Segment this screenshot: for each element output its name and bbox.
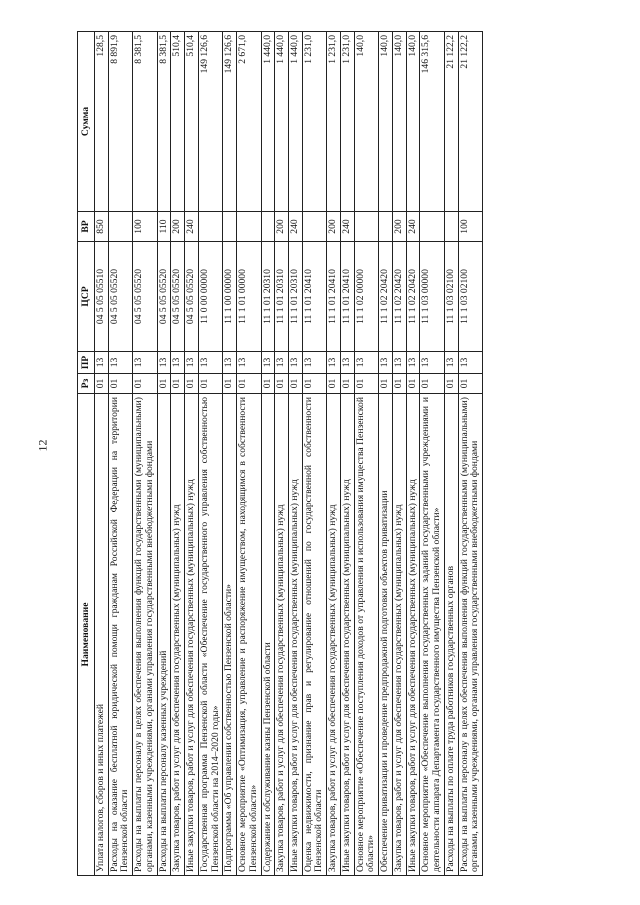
row-vr <box>302 212 326 242</box>
row-pr: 13 <box>444 352 458 374</box>
row-name: Иные закупки товаров, работ и услуг для обеспечения государственных (муниципальных) нужд <box>185 394 199 876</box>
row-vr: 240 <box>289 212 303 242</box>
row-pr: 13 <box>354 352 378 374</box>
table-row <box>289 32 303 876</box>
row-sum: 1 231,0 <box>327 32 341 212</box>
row-pr: 13 <box>185 352 199 374</box>
row-rz: 01 <box>420 374 444 394</box>
row-vr: 240 <box>340 212 354 242</box>
row-sum: 1 231,0 <box>302 32 326 212</box>
budget-table-container <box>77 32 587 876</box>
table-row <box>261 32 275 876</box>
row-pr: 13 <box>379 352 393 374</box>
row-csr: 04 5 05 05520 <box>171 242 185 352</box>
row-sum: 140,0 <box>354 32 378 212</box>
table-row <box>275 32 289 876</box>
row-rz: 01 <box>133 374 157 394</box>
row-name: Закупка товаров, работ и услуг для обеспечения государственных (муниципальных) нужд <box>171 394 185 876</box>
row-sum: 2 671,0 <box>237 32 261 212</box>
row-rz: 01 <box>354 374 378 394</box>
row-csr: 11 1 01 20410 <box>327 242 341 352</box>
row-name: Подпрограмма «Об управлении собственностью Пензенской области» <box>223 394 237 876</box>
row-csr: 11 1 01 20410 <box>340 242 354 352</box>
row-rz: 01 <box>392 374 406 394</box>
row-name: Основное мероприятие «Обеспечение поступления доходов от управления и использования имущества Пензенской области» <box>354 394 378 876</box>
row-sum: 8 381,5 <box>133 32 157 212</box>
table-header-row <box>78 32 95 876</box>
header-pr: ПР <box>78 352 95 374</box>
row-vr: 100 <box>458 212 482 242</box>
row-pr: 13 <box>108 352 132 374</box>
row-vr <box>444 212 458 242</box>
row-sum: 146 315,6 <box>420 32 444 212</box>
row-vr <box>198 212 222 242</box>
row-csr: 11 1 01 00000 <box>237 242 261 352</box>
table-row <box>133 32 157 876</box>
row-rz: 01 <box>198 374 222 394</box>
row-sum: 21 122,2 <box>458 32 482 212</box>
row-vr <box>108 212 132 242</box>
row-sum: 1 440,0 <box>275 32 289 212</box>
row-pr: 13 <box>458 352 482 374</box>
row-vr: 200 <box>171 212 185 242</box>
row-csr: 11 1 01 20310 <box>261 242 275 352</box>
table-row <box>171 32 185 876</box>
header-rz: Рз <box>78 374 95 394</box>
row-rz: 01 <box>289 374 303 394</box>
row-csr: 04 5 05 05520 <box>185 242 199 352</box>
table-row <box>392 32 406 876</box>
table-row <box>95 32 109 876</box>
table-row <box>185 32 199 876</box>
row-rz: 01 <box>379 374 393 394</box>
row-vr: 240 <box>185 212 199 242</box>
row-csr: 11 1 01 20310 <box>275 242 289 352</box>
row-csr: 11 1 02 20420 <box>392 242 406 352</box>
row-csr: 11 1 03 02100 <box>458 242 482 352</box>
table-row <box>444 32 458 876</box>
page-number: 12 <box>35 439 50 452</box>
row-name: Расходы на выплаты персоналу казенных учреждений <box>157 394 171 876</box>
row-name: Уплата налогов, сборов и иных платежей <box>95 394 109 876</box>
row-sum: 8 381,5 <box>157 32 171 212</box>
row-name: Содержание и обслуживание казны Пензенской области <box>261 394 275 876</box>
row-sum: 510,4 <box>185 32 199 212</box>
table-row <box>237 32 261 876</box>
row-vr: 200 <box>392 212 406 242</box>
row-name: Иные закупки товаров, работ и услуг для обеспечения государственных (муниципальных) нужд <box>340 394 354 876</box>
table-row <box>198 32 222 876</box>
row-rz: 01 <box>237 374 261 394</box>
table-row <box>157 32 171 876</box>
row-name: Государственная программа Пензенской области «Обеспечение государственного управления собственностью Пензенской области на 2014–2020 годы» <box>198 394 222 876</box>
row-csr: 04 5 05 05520 <box>157 242 171 352</box>
row-csr: 11 1 01 20310 <box>289 242 303 352</box>
row-pr: 13 <box>198 352 222 374</box>
row-pr: 13 <box>302 352 326 374</box>
row-pr: 13 <box>157 352 171 374</box>
header-csr: ЦСР <box>78 242 95 352</box>
row-csr: 11 1 02 00000 <box>354 242 378 352</box>
row-csr: 11 1 00 00000 <box>223 242 237 352</box>
table-row <box>340 32 354 876</box>
row-sum: 21 122,2 <box>444 32 458 212</box>
row-pr: 13 <box>275 352 289 374</box>
row-name: Основное мероприятие «Оптимизация, управление и распоряжение имуществом, находящимся в собственности Пензенской области» <box>237 394 261 876</box>
table-row <box>420 32 444 876</box>
row-csr: 11 1 01 20410 <box>302 242 326 352</box>
row-csr: 11 1 03 02100 <box>444 242 458 352</box>
row-name: Закупка товаров, работ и услуг для обеспечения государственных (муниципальных) нужд <box>327 394 341 876</box>
row-pr: 13 <box>340 352 354 374</box>
row-rz: 01 <box>157 374 171 394</box>
row-rz: 01 <box>171 374 185 394</box>
row-rz: 01 <box>95 374 109 394</box>
row-vr: 200 <box>327 212 341 242</box>
row-pr: 13 <box>420 352 444 374</box>
row-rz: 01 <box>223 374 237 394</box>
row-name: Расходы на выплаты по оплате труда работников государственных органов <box>444 394 458 876</box>
row-vr <box>420 212 444 242</box>
row-name: Расходы на оказание бесплатной юридической помощи гражданам Российской Федерации на территории Пензенской области <box>108 394 132 876</box>
row-name: Основное мероприятие «Обеспечение выполнения государственных заданий государственными учреждениями и деятельности аппарата Департамента государственного имущества Пензенской области» <box>420 394 444 876</box>
table-row <box>223 32 237 876</box>
header-vr: ВР <box>78 212 95 242</box>
table-row <box>108 32 132 876</box>
row-vr: 200 <box>275 212 289 242</box>
row-csr: 04 5 05 05520 <box>133 242 157 352</box>
table-row <box>458 32 482 876</box>
row-vr <box>261 212 275 242</box>
row-sum: 140,0 <box>392 32 406 212</box>
row-sum: 149 126,6 <box>198 32 222 212</box>
row-sum: 1 440,0 <box>261 32 275 212</box>
row-name: Расходы на выплаты персоналу в целях обеспечения выполнения функций государственными (муниципальными) органами, казенными учреждениями, органами управления государственными внебюджетными фондами <box>133 394 157 876</box>
row-sum: 1 231,0 <box>340 32 354 212</box>
row-rz: 01 <box>275 374 289 394</box>
row-pr: 13 <box>171 352 185 374</box>
row-rz: 01 <box>340 374 354 394</box>
row-rz: 01 <box>185 374 199 394</box>
row-rz: 01 <box>444 374 458 394</box>
row-vr: 240 <box>406 212 420 242</box>
row-sum: 510,4 <box>171 32 185 212</box>
row-sum: 1 440,0 <box>289 32 303 212</box>
row-vr: 850 <box>95 212 109 242</box>
table-row <box>354 32 378 876</box>
row-pr: 13 <box>392 352 406 374</box>
row-csr: 11 0 00 00000 <box>198 242 222 352</box>
row-pr: 13 <box>223 352 237 374</box>
row-pr: 13 <box>261 352 275 374</box>
row-vr <box>223 212 237 242</box>
row-pr: 13 <box>406 352 420 374</box>
row-csr: 04 5 05 05510 <box>95 242 109 352</box>
row-rz: 01 <box>302 374 326 394</box>
row-csr: 11 1 03 00000 <box>420 242 444 352</box>
row-name: Оценка недвижимости, признание прав и регулирование отношений по государственной собственности Пензенской области <box>302 394 326 876</box>
row-pr: 13 <box>327 352 341 374</box>
row-name: Закупка товаров, работ и услуг для обеспечения государственных (муниципальных) нужд <box>392 394 406 876</box>
row-vr: 100 <box>133 212 157 242</box>
row-rz: 01 <box>458 374 482 394</box>
table-row <box>379 32 393 876</box>
header-name: Наименование <box>78 394 95 876</box>
row-name: Обеспечение приватизации и проведение предпродажной подготовки объектов приватизации <box>379 394 393 876</box>
row-csr: 04 5 05 05520 <box>108 242 132 352</box>
row-rz: 01 <box>406 374 420 394</box>
row-vr <box>237 212 261 242</box>
row-name: Расходы на выплаты персоналу в целях обеспечения выполнения функций государственными (муниципальными) органами, казенными учреждениями, органами управления государственными внебюджетными фондами <box>458 394 482 876</box>
row-vr <box>354 212 378 242</box>
row-rz: 01 <box>108 374 132 394</box>
budget-table <box>77 31 483 876</box>
row-csr: 11 1 02 20420 <box>406 242 420 352</box>
row-vr <box>379 212 393 242</box>
row-vr: 110 <box>157 212 171 242</box>
row-sum: 140,0 <box>406 32 420 212</box>
row-pr: 13 <box>95 352 109 374</box>
table-row <box>327 32 341 876</box>
row-rz: 01 <box>261 374 275 394</box>
row-sum: 149 126,6 <box>223 32 237 212</box>
row-sum: 8 891,9 <box>108 32 132 212</box>
row-name: Закупка товаров, работ и услуг для обеспечения государственных (муниципальных) нужд <box>275 394 289 876</box>
row-pr: 13 <box>237 352 261 374</box>
row-sum: 128,5 <box>95 32 109 212</box>
table-row <box>302 32 326 876</box>
row-rz: 01 <box>327 374 341 394</box>
row-pr: 13 <box>289 352 303 374</box>
table-row <box>406 32 420 876</box>
row-sum: 140,0 <box>379 32 393 212</box>
row-name: Иные закупки товаров, работ и услуг для обеспечения государственных (муниципальных) нужд <box>406 394 420 876</box>
header-sum: Сумма <box>78 32 95 212</box>
row-pr: 13 <box>133 352 157 374</box>
row-name: Иные закупки товаров, работ и услуг для обеспечения государственных (муниципальных) нужд <box>289 394 303 876</box>
row-csr: 11 1 02 20420 <box>379 242 393 352</box>
